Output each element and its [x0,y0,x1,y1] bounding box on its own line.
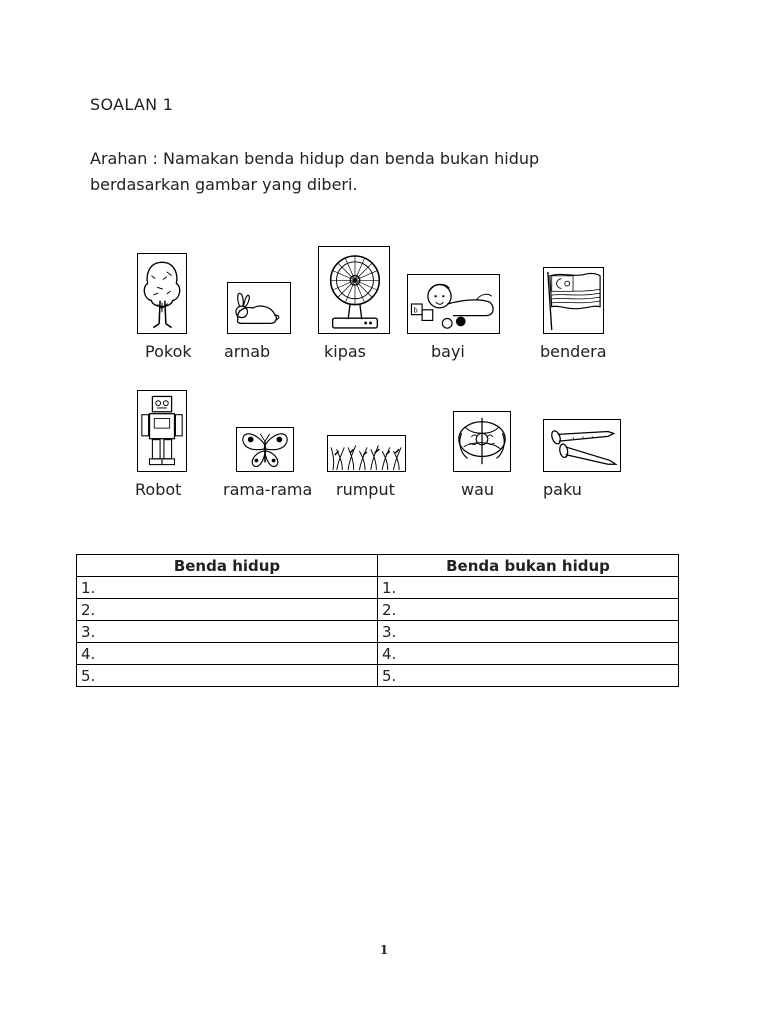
answer-cell-hidup-4[interactable]: 4. [77,643,378,665]
caption-robot: Robot [135,480,182,499]
answer-cell-bukan-hidup-1[interactable]: 1. [378,577,679,599]
header-benda-bukan-hidup: Benda bukan hidup [378,555,679,577]
table-row [77,599,679,621]
table-row [77,621,679,643]
grass-icon [327,435,406,472]
baby-icon [407,274,500,334]
answer-cell-hidup-1[interactable]: 1. [77,577,378,599]
kite-icon [453,411,511,472]
caption-pokok: Pokok [145,342,192,361]
table-row [77,665,679,687]
table-row [77,643,679,665]
robot-icon [137,390,187,472]
answer-cell-bukan-hidup-2[interactable]: 2. [378,599,679,621]
instruction-line-2: berdasarkan gambar yang diberi. [90,175,358,194]
page-number: 1 [379,943,389,957]
flag-icon [543,267,604,334]
svg-text:b: b [413,306,418,315]
caption-kipas: kipas [324,342,367,361]
rabbit-icon [227,282,291,334]
tree-icon [137,253,187,334]
instruction-text [90,146,630,198]
answer-cell-bukan-hidup-4[interactable]: 4. [378,643,679,665]
question-heading: SOALAN 1 [90,95,174,114]
caption-rumput: rumput [336,480,395,499]
caption-paku: paku [543,480,582,499]
answer-cell-bukan-hidup-5[interactable]: 5. [378,665,679,687]
caption-wau: wau [461,480,495,499]
answer-cell-hidup-3[interactable]: 3. [77,621,378,643]
header-benda-hidup: Benda hidup [77,555,378,577]
fan-icon [318,246,390,334]
answer-cell-hidup-2[interactable]: 2. [77,599,378,621]
nails-icon [543,419,621,472]
table-header-row [77,555,679,577]
caption-arnab: arnab [224,342,271,361]
caption-rama-rama: rama-rama [223,480,313,499]
answer-cell-bukan-hidup-3[interactable]: 3. [378,621,679,643]
answer-cell-hidup-5[interactable]: 5. [77,665,378,687]
instruction-line-1: Arahan : Namakan benda hidup dan benda bukan hidup [90,149,540,168]
answer-table [76,554,679,687]
caption-bendera: bendera [540,342,607,361]
caption-bayi: bayi [431,342,465,361]
butterfly-icon [236,427,294,472]
table-row [77,577,679,599]
